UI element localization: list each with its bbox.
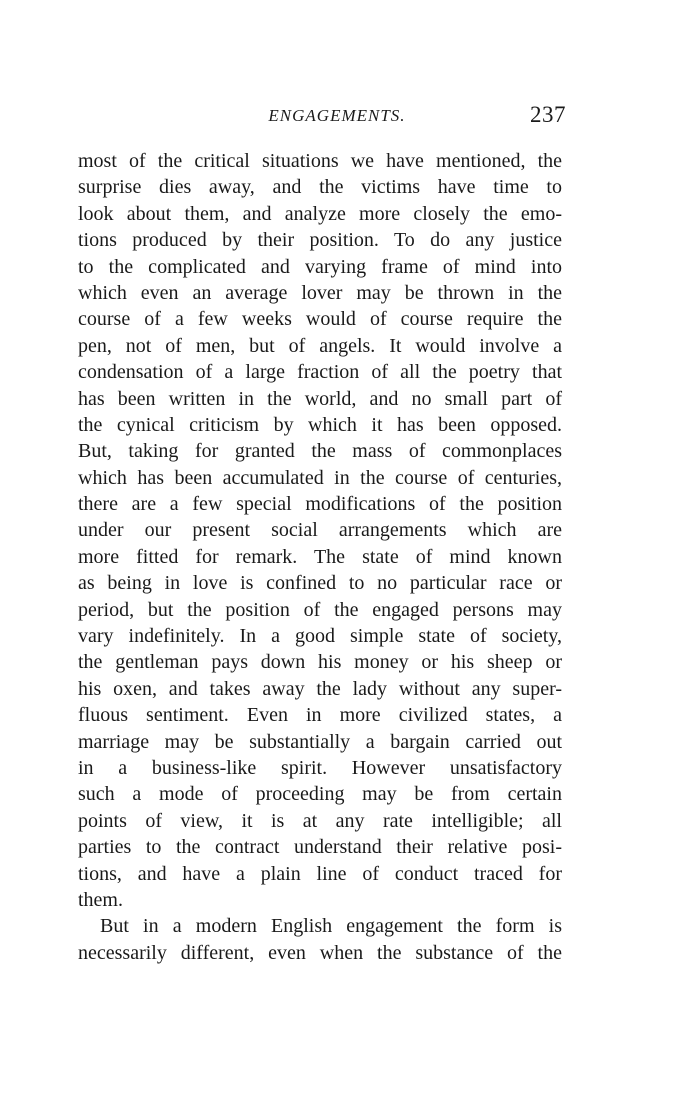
- text-line: But, taking for granted the mass of commonplaces: [78, 440, 562, 463]
- text-line: in a business-like spirit. However unsatisfactory: [78, 756, 562, 779]
- paragraph-2: [78, 913, 562, 966]
- text-line: has been written in the world, and no small part of: [78, 387, 562, 410]
- text-line: more fitted for remark. The state of mind known: [78, 545, 562, 568]
- text-line: look about them, and analyze more closely the emo-: [78, 202, 562, 225]
- text-line: But in a modern English engagement the form is: [100, 915, 562, 938]
- page-header: [78, 100, 566, 140]
- text-line: most of the critical situations we have mentioned, the: [78, 150, 562, 172]
- running-title: ENGAGEMENTS.: [268, 106, 406, 125]
- text-line: period, but the position of the engaged persons may: [78, 598, 562, 621]
- paragraph-1: [78, 148, 562, 913]
- text-line: surprise dies away, and the victims have time to: [78, 176, 562, 199]
- text-line: which even an average lover may be thrown in the: [78, 281, 562, 304]
- text-line: necessarily different, even when the substance of the: [78, 941, 562, 964]
- text-line: condensation of a large fraction of all the poetry that: [78, 361, 562, 384]
- text-line: there are a few special modifications of the position: [78, 493, 562, 516]
- text-line: which has been accumulated in the course of centuries,: [78, 466, 562, 489]
- text-line: such a mode of proceeding may be from certain: [78, 783, 562, 806]
- text-line: pen, not of men, but of angels. It would involve a: [78, 334, 562, 357]
- text-line: tions produced by their position. To do any justice: [78, 229, 562, 252]
- page-number: 237: [530, 102, 566, 127]
- text-line: as being in love is confined to no particular race or: [78, 572, 562, 595]
- text-line: tions, and have a plain line of conduct traced for: [78, 862, 562, 885]
- text-line: the cynical criticism by which it has been opposed.: [78, 413, 562, 436]
- body-text: [78, 148, 562, 966]
- text-line: them.: [78, 888, 123, 911]
- text-line: parties to the contract understand their relative posi-: [78, 836, 562, 859]
- text-line: his oxen, and takes away the lady without any super-: [78, 677, 562, 700]
- text-line: the gentleman pays down his money or his sheep or: [78, 651, 562, 674]
- text-line: points of view, it is at any rate intelligible; all: [78, 809, 562, 832]
- text-line: vary indefinitely. In a good simple state of society,: [78, 625, 562, 648]
- text-line: marriage may be substantially a bargain carried out: [78, 730, 562, 753]
- text-line: course of a few weeks would of course require the: [78, 308, 562, 331]
- text-line: fluous sentiment. Even in more civilized states, a: [78, 704, 562, 727]
- text-line: to the complicated and varying frame of mind into: [78, 255, 562, 278]
- text-line: under our present social arrangements which are: [78, 519, 562, 542]
